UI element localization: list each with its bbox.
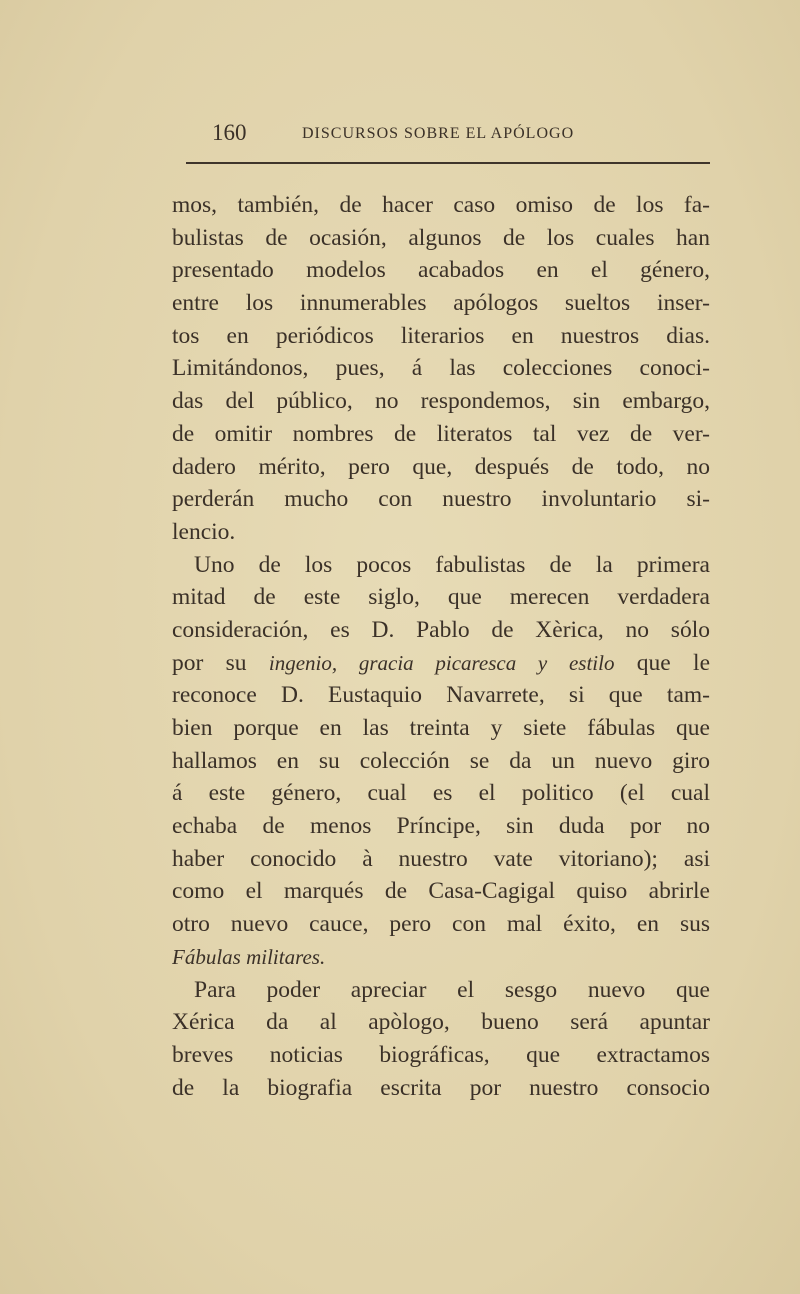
page-number: 160 [212, 120, 247, 145]
text-line [172, 352, 710, 385]
text-segment: bulistas de ocasión, algunos de los cuales han [172, 224, 710, 251]
italic-text: Fábulas militares. [172, 944, 326, 969]
text-segment: lencio. [172, 518, 236, 545]
text-line [172, 614, 710, 647]
text-segment: haber conocido à nuestro vate vitoriano); asi [172, 845, 710, 872]
text-segment: echaba de menos Príncipe, sin duda por no [172, 813, 710, 840]
text-line [172, 222, 710, 255]
italic-text: ingenio, gracia picaresca y estilo [268, 650, 615, 675]
text-segment: consideración, es D. Pablo de Xèrica, no sólo [172, 616, 710, 643]
text-segment: mitad de este siglo, que merecen verdadera [172, 584, 710, 611]
header-rule [186, 162, 710, 164]
text-line [172, 320, 710, 353]
text-segment: presentado modelos acabados en el género, [172, 257, 710, 284]
text-segment: que le [614, 649, 710, 676]
text-line [172, 1039, 710, 1072]
body-text [172, 189, 710, 1104]
text-segment: de omitir nombres de literatos tal vez de ver- [172, 420, 710, 447]
running-title: DISCURSOS SOBRE EL APÓLOGO [302, 125, 575, 142]
text-line [172, 875, 710, 908]
text-segment: otro nuevo cauce, pero con mal éxito, en sus [172, 911, 710, 938]
text-segment: á este género, cual es el politico (el cual [172, 780, 710, 807]
text-line [172, 941, 710, 974]
text-segment: Para poder apreciar el sesgo nuevo que [194, 976, 710, 1003]
text-line [172, 189, 710, 222]
text-line [172, 483, 710, 516]
text-line [172, 908, 710, 941]
text-line [172, 254, 710, 287]
text-segment: como el marqués de Casa-Cagigal quiso abrirle [172, 878, 710, 905]
text-line [172, 679, 710, 712]
text-line [172, 451, 710, 484]
text-line [172, 1072, 710, 1105]
text-segment: das del público, no respondemos, sin embargo, [172, 388, 710, 415]
text-line [172, 385, 710, 418]
text-line [172, 516, 710, 549]
text-segment: tos en periódicos literarios en nuestros dias. [172, 322, 710, 349]
text-segment: bien porque en las treinta y siete fábulas que [172, 715, 710, 741]
text-line [172, 581, 710, 614]
text-segment: reconoce D. Eustaquio Navarrete, si que tam- [172, 682, 710, 709]
text-line [172, 647, 710, 680]
text-line [172, 745, 710, 778]
running-head [172, 120, 710, 148]
text-line [172, 712, 710, 745]
text-segment: Uno de los pocos fabulistas de la primera [194, 551, 710, 578]
text-segment: mos, también, de hacer caso omiso de los fa- [172, 192, 710, 218]
text-segment: de la biografia escrita por nuestro consocio [172, 1074, 710, 1101]
text-line [172, 974, 710, 1007]
text-segment: Limitándonos, pues, á las colecciones conoci- [172, 355, 710, 382]
text-line [172, 810, 710, 843]
text-line [172, 1006, 710, 1039]
text-line [172, 418, 710, 451]
text-line [172, 287, 710, 320]
text-segment: dadero mérito, pero que, después de todo, no [172, 453, 710, 480]
text-line [172, 777, 710, 810]
text-segment: entre los innumerables apólogos sueltos inser- [172, 290, 710, 317]
text-segment: perderán mucho con nuestro involuntario si- [172, 486, 710, 513]
text-segment: por su [172, 649, 269, 676]
text-segment: Xérica da al apòlogo, bueno será apuntar [172, 1009, 710, 1036]
text-segment: breves noticias biográficas, que extractamos [172, 1041, 710, 1068]
text-line [172, 843, 710, 876]
text-line [172, 549, 710, 582]
text-segment: hallamos en su colección se da un nuevo giro [172, 747, 710, 774]
